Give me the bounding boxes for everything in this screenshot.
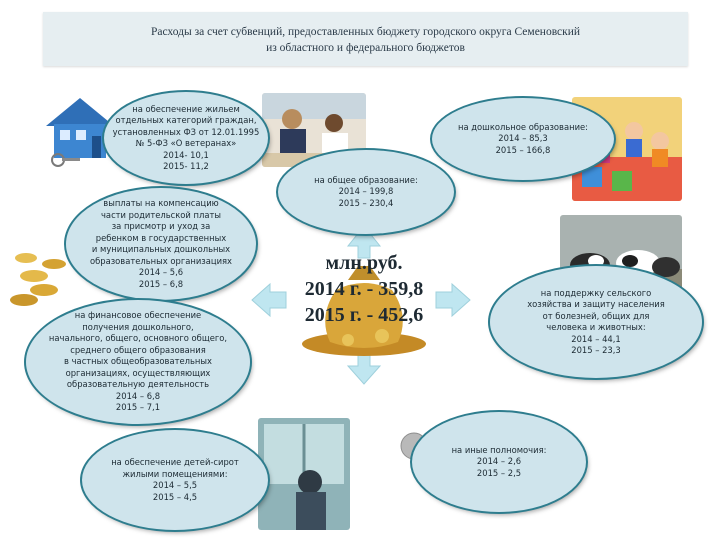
bubble-financial-text: на финансовое обеспечение получения дошкольного, начального, общего, основного общего, среднего общего образования в частных общеобразовательных организациях, осуществляющих образовательную деятельность 2014 – 6,8 2015 – 7,1: [48, 310, 228, 413]
bubble-agriculture: [490, 266, 702, 378]
center-summary: [278, 246, 450, 358]
bubble-preschool: [432, 98, 614, 180]
center-totals: [278, 246, 450, 326]
bubble-housing-text: на обеспечение жильем отдельных категорий граждан, установленных ФЗ от 12.01.1995 № 5-ФЗ «О ветеранах» 2014- 10,1 2015- 11,2: [112, 103, 260, 171]
bubble-preschool-text: на дошкольное образование: 2014 – 85,3 2015 – 166,8: [457, 121, 588, 155]
bubble-other-text: на иные полномочия: 2014 – 2,6 2015 – 2,5: [451, 444, 547, 478]
bubble-compensation: [66, 188, 256, 300]
bubble-housing: [104, 92, 268, 184]
center-total-2014: 2014 г. - 359,8: [304, 278, 424, 300]
arrow-down: [348, 354, 380, 384]
title-line-2: из областного и федерального бюджетов: [266, 42, 465, 54]
title-line-1: Расходы за счет субвенций, предоставленных бюджету городского округа Семеновский: [150, 26, 581, 38]
bubble-other: [412, 412, 586, 512]
center-total-2015: 2015 г. - 452,6: [304, 304, 424, 326]
bubble-general-education: [278, 150, 454, 234]
bubble-orphans-text: на обеспечение детей-сирот жилыми помещениями: 2014 – 5,5 2015 – 4,5: [111, 457, 239, 502]
bubble-financial: [26, 300, 250, 424]
bubble-orphans: [82, 430, 268, 530]
bubble-compensation-text: выплаты на компенсацию части родительской платы за присмотр и уход за ребенком в государственных и муниципальных дошкольных образовательных организациях 2014 – 5,6 2015 – 6,8: [89, 198, 233, 289]
center-unit: млн.руб.: [325, 252, 403, 274]
bubble-agriculture-text: на поддержку сельского хозяйства и защиту населения от болезней, общих для человека и животных: 2014 – 44,1 2015 – 23,3: [527, 287, 665, 355]
bubble-general-education-text: на общее образование: 2014 – 199,8 2015 – 230,4: [314, 174, 418, 208]
